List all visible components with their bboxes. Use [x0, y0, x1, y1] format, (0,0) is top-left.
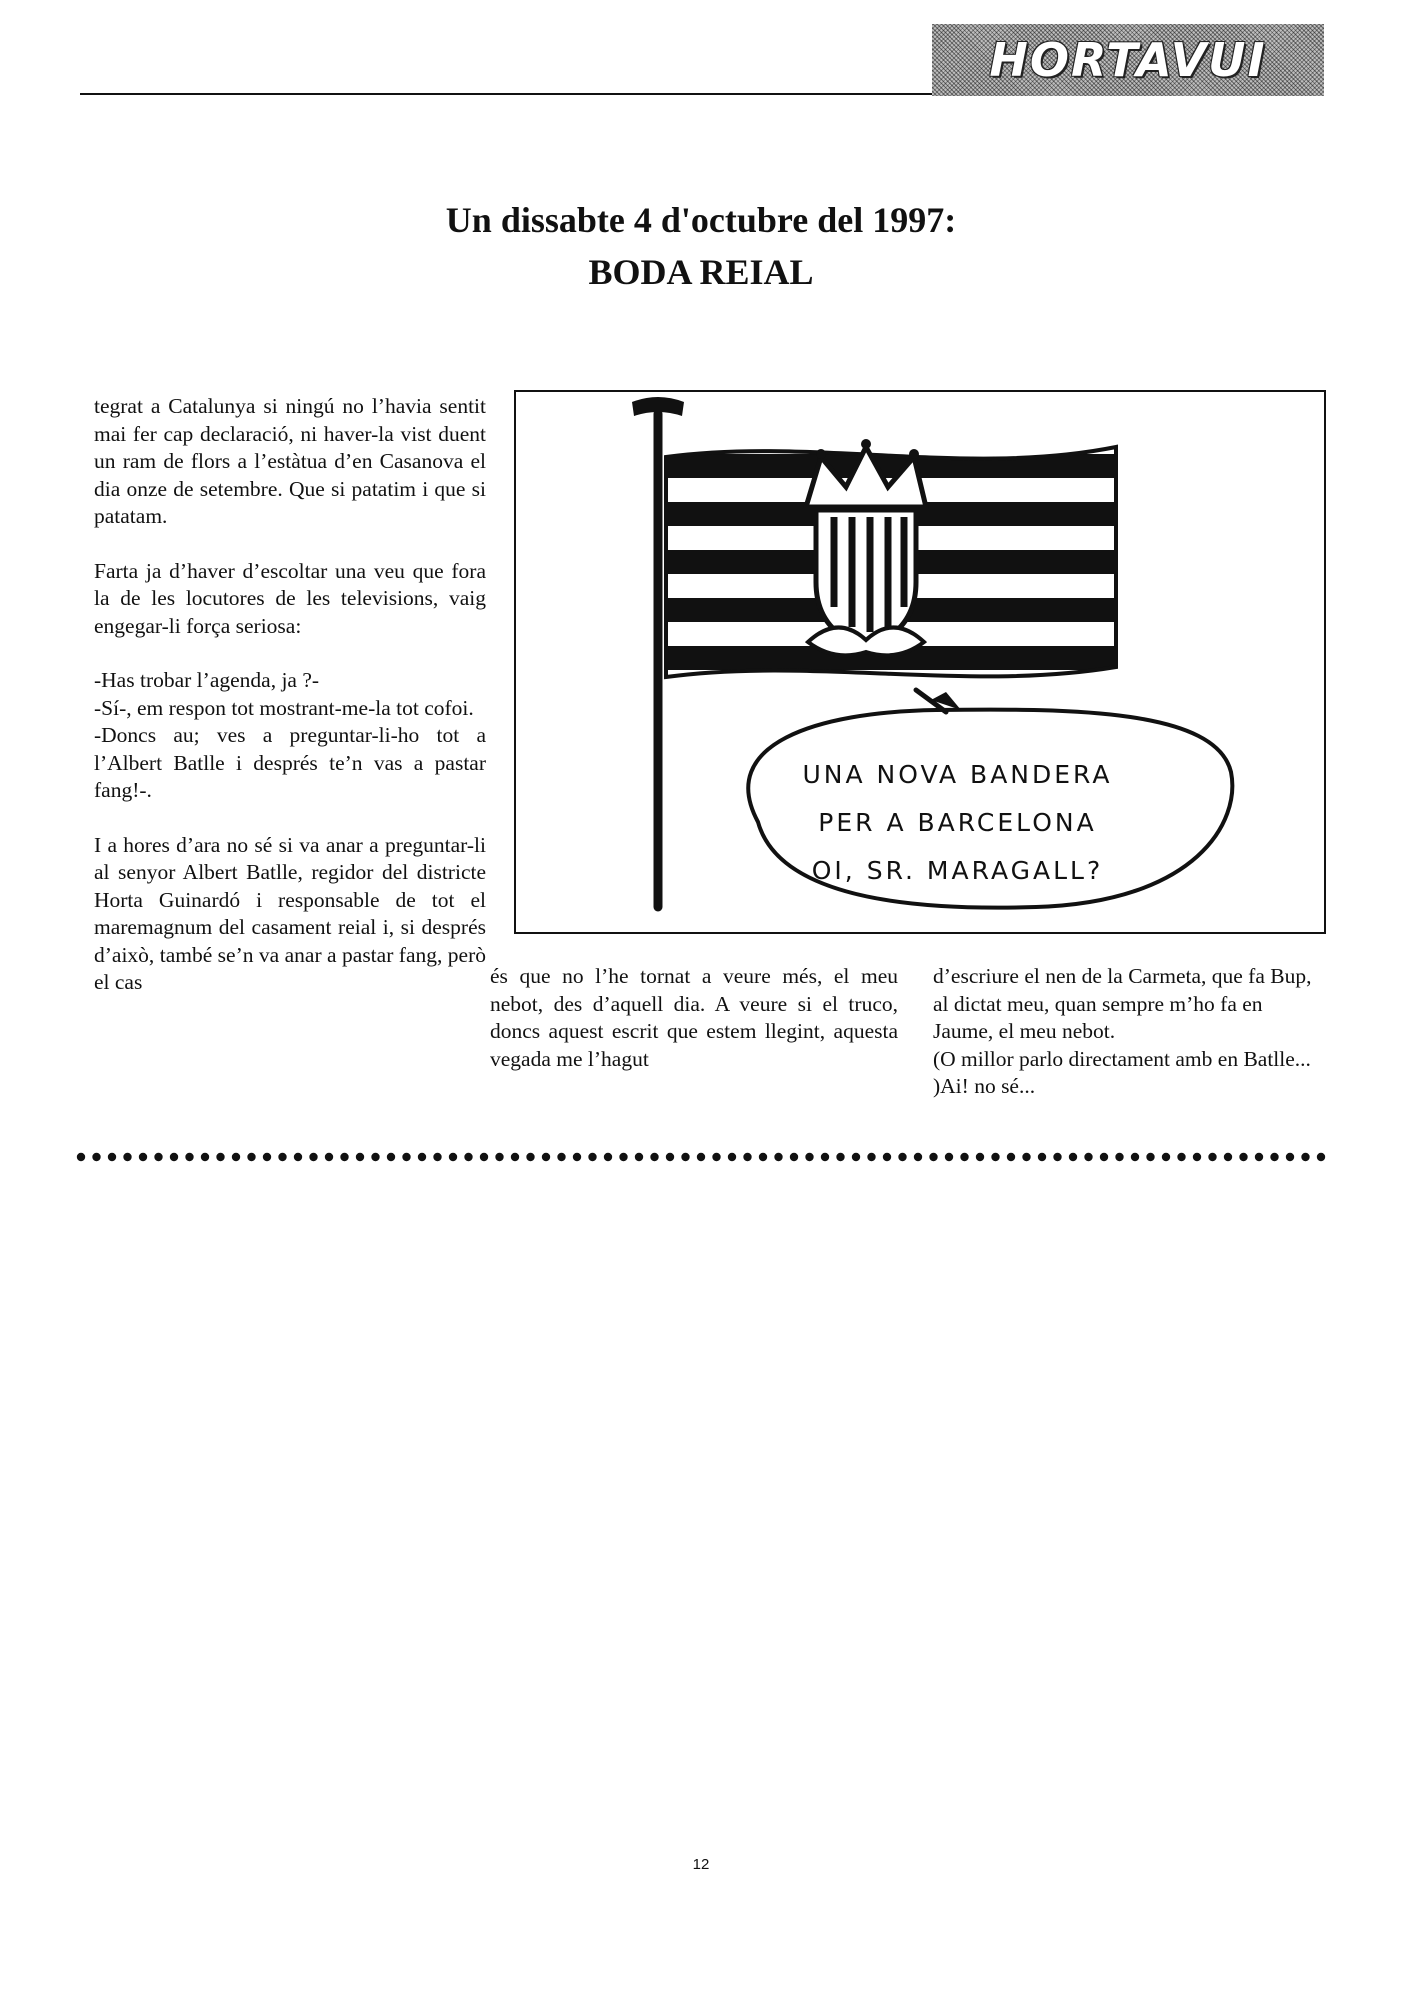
- paragraph: d’escriure el nen de la Carmeta, que fa Bup, al dictat meu, quan sempre m’ho fa en Jaume, el meu nebot.: [933, 964, 1312, 1043]
- divider-dot: [309, 1153, 317, 1161]
- divider-dot: [371, 1153, 379, 1161]
- divider-dot: [774, 1153, 782, 1161]
- divider-dot: [511, 1153, 519, 1161]
- paragraph: I a hores d’ara no sé si va anar a preguntar-li al senyor Albert Batlle, regidor del districte Horta Guinardó i responsable de tot el maremagnum del casament reial i, si després d’això, també se’n va anar a pastar fang, però el cas: [94, 832, 486, 994]
- divider-dot: [712, 1153, 720, 1161]
- divider-dot: [170, 1153, 178, 1161]
- divider-dot: [588, 1153, 596, 1161]
- masthead-title: HORTAVUI: [989, 33, 1267, 87]
- paragraph: Farta ja d’haver d’escoltar una veu que fora la de les locutores de les televisions, vaig engegar-li força seriosa:: [94, 558, 486, 638]
- divider-dot: [495, 1153, 503, 1161]
- speech-bubble-text: [730, 740, 1185, 925]
- paragraph: és que no l’he tornat a veure més, el meu nebot, des d’aquell dia. A veure si el truco, doncs aquest escrit que estem llegint, aquesta vegada me l’hagut: [490, 964, 898, 1071]
- divider-dot: [898, 1153, 906, 1161]
- divider-dot: [1193, 1153, 1201, 1161]
- divider-dot: [1286, 1153, 1294, 1161]
- divider-dot: [418, 1153, 426, 1161]
- divider-dot: [526, 1153, 534, 1161]
- divider-dot: [1224, 1153, 1232, 1161]
- divider-dot: [464, 1153, 472, 1161]
- divider-dot: [185, 1153, 193, 1161]
- text-column-1: [94, 393, 486, 997]
- divider-dot: [542, 1153, 550, 1161]
- divider-dot: [1146, 1153, 1154, 1161]
- divider-dot: [1007, 1153, 1015, 1161]
- bubble-line: UNA NOVA BANDERA: [802, 760, 1113, 789]
- divider-dot: [852, 1153, 860, 1161]
- dialogue-line: -Doncs au; ves a preguntar-li-ho tot a l’Albert Batlle i després te’n vas a pastar fang!-.: [94, 723, 486, 802]
- divider-dot: [805, 1153, 813, 1161]
- divider-dot: [1069, 1153, 1077, 1161]
- divider-dot: [728, 1153, 736, 1161]
- bubble-line: PER A BARCELONA: [818, 808, 1097, 837]
- divider-dot: [573, 1153, 581, 1161]
- divider-dot: [123, 1153, 131, 1161]
- divider-dot: [836, 1153, 844, 1161]
- divider-dot: [325, 1153, 333, 1161]
- divider-dot: [1100, 1153, 1108, 1161]
- divider-dot: [1131, 1153, 1139, 1161]
- divider-dot: [1115, 1153, 1123, 1161]
- divider-dot: [92, 1153, 100, 1161]
- divider-dot: [1162, 1153, 1170, 1161]
- divider-dot: [914, 1153, 922, 1161]
- divider-dot: [1208, 1153, 1216, 1161]
- page-number: 12: [692, 1856, 710, 1873]
- divider-dot: [681, 1153, 689, 1161]
- divider-dot: [1177, 1153, 1185, 1161]
- text-column-2: [490, 963, 898, 1073]
- divider-dot: [1270, 1153, 1278, 1161]
- divider-dot: [108, 1153, 116, 1161]
- divider-dot: [867, 1153, 875, 1161]
- divider-dot: [1255, 1153, 1263, 1161]
- divider-dot: [976, 1153, 984, 1161]
- divider-dot: [449, 1153, 457, 1161]
- dialogue-line: -Has trobar l’agenda, ja ?-: [94, 668, 320, 692]
- divider-dot: [1301, 1153, 1309, 1161]
- divider-dot: [77, 1153, 85, 1161]
- divider-dot: [139, 1153, 147, 1161]
- header-rule: [80, 93, 932, 95]
- text-column-3: [933, 963, 1328, 1101]
- divider-dot: [480, 1153, 488, 1161]
- divider-dot: [1038, 1153, 1046, 1161]
- divider-dot: [433, 1153, 441, 1161]
- dotted-divider: [76, 1150, 1328, 1164]
- divider-dot: [1239, 1153, 1247, 1161]
- divider-dot: [402, 1153, 410, 1161]
- paragraph: tegrat a Catalunya si ningú no l’havia sentit mai fer cap declaració, ni haver-la vist duent un ram de flors a l’estàtua d’en Casanova el dia onze de setembre. Que si patatim i que si patatam.: [94, 394, 486, 528]
- divider-dot: [1022, 1153, 1030, 1161]
- divider-dot: [232, 1153, 240, 1161]
- divider-dot: [247, 1153, 255, 1161]
- divider-dot: [604, 1153, 612, 1161]
- divider-dot: [294, 1153, 302, 1161]
- divider-dot: [790, 1153, 798, 1161]
- divider-dot: [1053, 1153, 1061, 1161]
- dialogue-line: -Sí-, em respon tot mostrant-me-la tot cofoi.: [94, 695, 474, 720]
- article-title: Un dissabte 4 d'octubre del 1997:: [445, 200, 957, 240]
- divider-dot: [991, 1153, 999, 1161]
- divider-dot: [697, 1153, 705, 1161]
- divider-dot: [1317, 1153, 1325, 1161]
- divider-dot: [883, 1153, 891, 1161]
- paragraph: (O millor parlo directament amb en Batlle... )Ai! no sé...: [933, 1046, 1311, 1098]
- masthead: [932, 24, 1324, 96]
- divider-dot: [557, 1153, 565, 1161]
- divider-dot: [201, 1153, 209, 1161]
- divider-dot: [945, 1153, 953, 1161]
- divider-dot: [929, 1153, 937, 1161]
- divider-dot: [960, 1153, 968, 1161]
- divider-dot: [759, 1153, 767, 1161]
- divider-dot: [666, 1153, 674, 1161]
- divider-dot: [619, 1153, 627, 1161]
- divider-dot: [635, 1153, 643, 1161]
- divider-dot: [340, 1153, 348, 1161]
- divider-dot: [387, 1153, 395, 1161]
- article-subtitle: BODA REIAL: [588, 252, 814, 292]
- divider-dot: [356, 1153, 364, 1161]
- divider-dot: [650, 1153, 658, 1161]
- divider-dot: [216, 1153, 224, 1161]
- bubble-line: OI, SR. MARAGALL?: [811, 856, 1104, 885]
- divider-dot: [821, 1153, 829, 1161]
- divider-dot: [154, 1153, 162, 1161]
- divider-dot: [1084, 1153, 1092, 1161]
- divider-dot: [743, 1153, 751, 1161]
- divider-dot: [263, 1153, 271, 1161]
- divider-dot: [278, 1153, 286, 1161]
